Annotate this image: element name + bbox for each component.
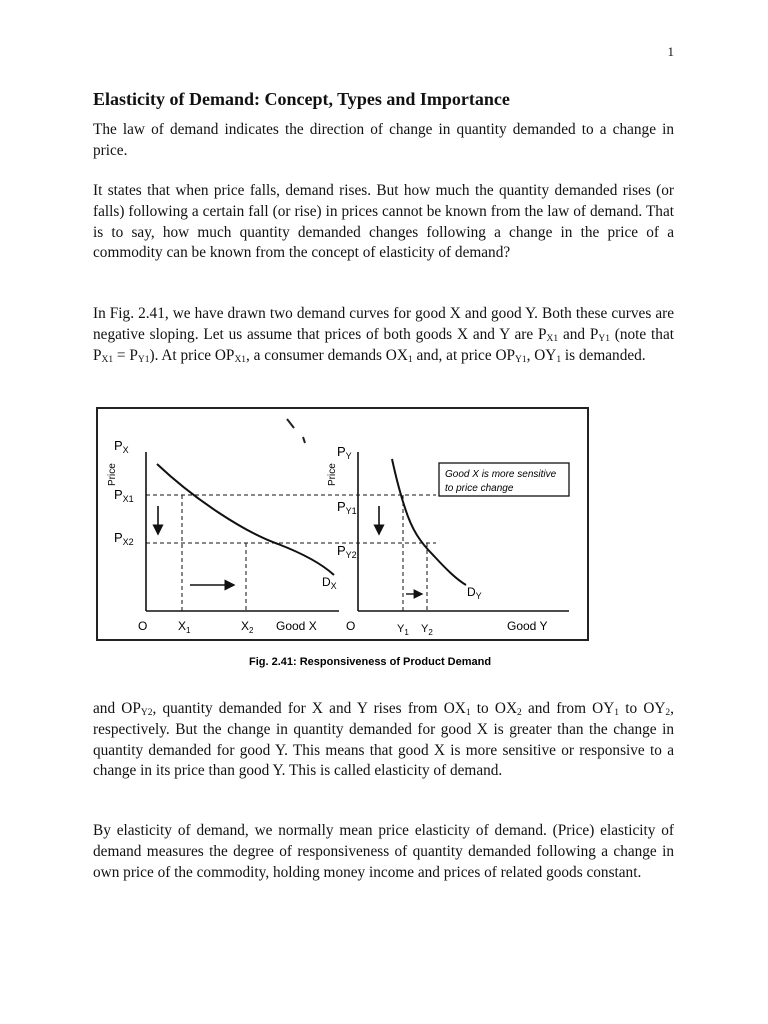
figure-frame: [97, 408, 588, 640]
demand-figure: [94, 404, 596, 679]
page-number: 1: [667, 44, 674, 59]
right-py2-label: $P_{Y2}$: [337, 543, 357, 560]
paragraph-law-of-demand: The law of demand indicates the direction of change in quantity demanded to a change in price.: [93, 121, 674, 159]
left-px2-label: $P_{X2}$: [114, 530, 134, 547]
left-px-label: $P_X$: [114, 438, 129, 455]
y2-label: $Y_2$: [421, 623, 433, 637]
good-y-label: Good Y: [507, 619, 548, 633]
paragraph-demand-rises: It states that when price falls, demand rises. But how much the quantity demanded rises (or falls) following a certain fall (or rise) in prices cannot be known from the law of demand. That is to say, how much quantity demanded changes following a change in the price of a commodity can be known from the concept of elasticity of demand?: [93, 182, 674, 262]
right-price-label: Price: [327, 463, 338, 486]
paragraph-fig-description: In Fig. 2.41, we have drawn two demand curves for good X and good Y. Both these curves are negative sloping. Let us assume that prices of both goods X and Y are $P_{X1}$ and $P_{Y1}$ (note that $P_{X1} = P_{Y1}$). At price $OP_{X1}$, a consumer demands $OX_1$ and, at price $OP_{Y1}$, $OY_1$ is demanded.: [93, 305, 674, 365]
good-x-label: Good X: [276, 619, 317, 633]
paragraph-elasticity-definition: By elasticity of demand, we normally mean price elasticity of demand. (Price) elasticity of demand measures the degree of responsiveness of quantity demanded following a change in own price of the commodity, holding money income and prices of related goods constant.: [93, 822, 674, 881]
dx-label: $D_X$: [322, 575, 337, 591]
sensitivity-note-line2: to price change: [445, 483, 514, 494]
document-title: Elasticity of Demand: Concept, Types and Importance: [93, 89, 510, 109]
y1-label: $Y_1$: [397, 623, 409, 637]
left-origin-label: O: [138, 619, 148, 633]
right-py1-label: $P_{Y1}$: [337, 499, 357, 516]
right-py-label: $P_Y$: [337, 444, 352, 461]
dy-label: $D_Y$: [467, 585, 482, 601]
left-px1-label: $P_{X1}$: [114, 487, 134, 504]
right-origin-label: O: [346, 619, 356, 633]
figure-caption: Fig. 2.41: Responsiveness of Product Demand: [249, 656, 492, 668]
sensitivity-note-line1: Good X is more sensitive: [445, 469, 557, 480]
left-price-label: Price: [107, 463, 118, 486]
x1-label: $X_1$: [178, 619, 191, 635]
x2-label: $X_2$: [241, 619, 254, 635]
paragraph-quantity-change: and $OP_{Y2}$, quantity demanded for X and Y rises from $OX_1$ to $OX_2$ and from $OY_1$ to $OY_2$, respectively. But the change in quantity demanded for good X is greater than the change in quantity demanded for good Y. This means that good X is more sensitive or responsive to a change in its price than good Y. This is called elasticity of demand.: [93, 700, 674, 780]
